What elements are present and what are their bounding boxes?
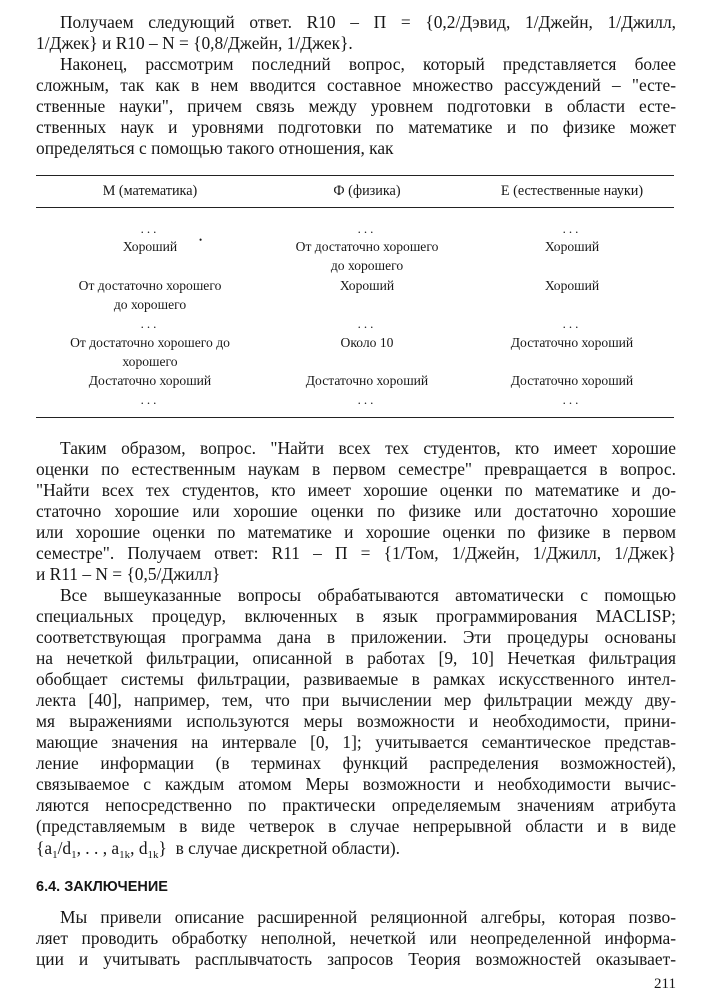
formula-slash: /d — [57, 838, 72, 858]
stray-mark: • — [199, 235, 203, 245]
para2-line-1: Наконец, рассмотрим последний вопрос, который представляется более — [60, 54, 676, 74]
para3-line-3: "Найти всех тех студентов, кто имеет хорошие оценки по математике и до- — [36, 480, 676, 500]
para3-line-2: оценки по естественным наукам в первом семестре" превращается в вопрос. — [36, 459, 676, 479]
section-line-1: Мы привели описание расширенной реляционной алгебры, которая позво- — [60, 907, 676, 927]
table-cell-r1-physics-l1: От достаточно хорошего — [295, 239, 439, 254]
para4-line-2: специальных процедур, включенных в язык программирования MACLISP; — [36, 606, 676, 626]
para4-line-9: ление информации (в терминах функций распределения возможностей), — [36, 753, 676, 773]
para3-line-7: и R11 – N = {0,5/Джилл} — [36, 564, 221, 584]
section-heading: 6.4. ЗАКЛЮЧЕНИЕ — [36, 879, 168, 895]
formula-close: } — [158, 838, 167, 858]
section-line-2: ляет проводить обработку неполной, нечеткой или неопределенной информа- — [36, 928, 676, 948]
para4-line-3: соответствующая программа дана в приложении. Эти процедуры основаны — [36, 627, 676, 647]
para2-line-5: определяться с помощью такого отношения, как — [36, 138, 394, 158]
formula-mid: , . . , a — [76, 838, 120, 858]
para1-line-1: Получаем следующий ответ. R10 – П = {0,2/Дэвид, 1/Джейн, 1/Джилл, — [60, 12, 676, 32]
para4-line-6: лекта [40], например, тем, что при вычислении мер фильтрации между дву- — [36, 690, 676, 710]
table-cell-r3-math-l1: От достаточно хорошего до — [70, 335, 230, 350]
table-cell-r1-physics-l2: до хорошего — [330, 258, 404, 273]
para4-line-11: ляются непосредственно по практически определяемым значениям атрибута — [36, 795, 676, 815]
table-cell-r2-math-l2: до хорошего — [113, 297, 187, 312]
formula-comma: , d — [130, 838, 148, 858]
formula-open: {a — [36, 838, 53, 858]
para1-line-2: 1/Джек} и R10 – N = {0,8/Джейн, 1/Джек}. — [36, 33, 353, 53]
table-header-math: М (математика) — [102, 183, 198, 199]
table-dots: ... — [357, 392, 377, 407]
table-cell-r3-physics: Около 10 — [340, 335, 394, 350]
para3-line-5: или хорошие оценки по математике и хорошие оценки по физике в первом — [36, 522, 676, 542]
table-cell-r2-physics: Хороший — [339, 278, 395, 293]
para2-line-4: ственных наук и уровнями подготовки по математике и по физике может — [36, 117, 676, 137]
table-dots: ... — [562, 392, 582, 407]
para4-line-5: обобщает системы фильтрации, развиваемые в рамках искусственного интел- — [36, 669, 676, 689]
table-cell-r3-science: Достаточно хороший — [510, 335, 634, 350]
formula-tail: в случае дискретной области). — [175, 838, 401, 858]
para3-line-6: семестре". Получаем ответ: R11 – П = {1/Том, 1/Джейн, 1/Джилл, 1/Джек} — [36, 543, 676, 563]
table-header-rule — [36, 207, 674, 208]
para4-line-10: связываемое с каждым атомом Меры возможности и необходимости вычис- — [36, 774, 676, 794]
para4-line-7: мя выражениями используются меры возможности и необходимости, прини- — [36, 711, 676, 731]
section-line-3: ции и учитывать расплывчатость запросов Теория возможностей оказывает- — [36, 949, 676, 969]
para4-line-4: на нечеткой фильтрации, описанной в работах [9, 10] Нечеткая фильтрация — [36, 648, 676, 668]
table-cell-r2-math-l1: От достаточно хорошего — [78, 278, 222, 293]
para3-line-1: Таким образом, вопрос. "Найти всех тех студентов, кто имеет хорошие — [60, 438, 676, 458]
table-cell-r1-science: Хороший — [544, 239, 600, 254]
table-cell-r4-physics: Достаточно хороший — [305, 373, 429, 388]
table-cell-r2-science: Хороший — [544, 278, 600, 293]
table-dots: ... — [562, 316, 582, 331]
table-header-science: Е (естественные науки) — [500, 183, 644, 199]
formula-sub: k — [124, 849, 131, 861]
formula-line — [36, 838, 676, 865]
table-cell-r4-math: Достаточно хороший — [88, 373, 212, 388]
page-number: 211 — [654, 976, 676, 992]
formula-sub: 1 — [147, 849, 154, 861]
formula-sub: 1 — [52, 849, 58, 861]
table-bottom-rule — [36, 417, 674, 418]
para2-line-3: ственные науки", причем связь между уровнем подготовки в области есте- — [36, 96, 676, 116]
para3-line-4: статочно хорошие или хорошие оценки по физике или достаточно хорошие — [36, 501, 676, 521]
formula-sub: 1 — [119, 849, 125, 861]
para4-line-12: (представляемым в виде четверок в случае непрерывной области и в виде — [36, 816, 676, 836]
table-cell-r3-math-l2: хорошего — [122, 354, 178, 369]
table-dots: ... — [140, 221, 160, 236]
para4-line-8: мающие значения на интервале [0, 1]; учитывается семантическое представ- — [36, 732, 676, 752]
table-dots: ... — [562, 221, 582, 236]
table-cell-r4-science: Достаточно хороший — [510, 373, 634, 388]
table-dots: ... — [357, 316, 377, 331]
table-dots: ... — [140, 392, 160, 407]
para4-line-1: Все вышеуказанные вопросы обрабатываются автоматически с помощью — [60, 585, 676, 605]
table-cell-r1-math: Хороший — [122, 239, 178, 254]
para2-line-2: сложным, так как в нем вводится составное множество рассуждений – "есте- — [36, 75, 676, 95]
table-dots: ... — [357, 221, 377, 236]
formula-sub: k — [153, 849, 159, 861]
table-top-rule — [36, 175, 674, 176]
table-dots: ... — [140, 316, 160, 331]
table-header-physics: Ф (физика) — [333, 183, 401, 199]
formula-sub: 1 — [71, 849, 77, 861]
